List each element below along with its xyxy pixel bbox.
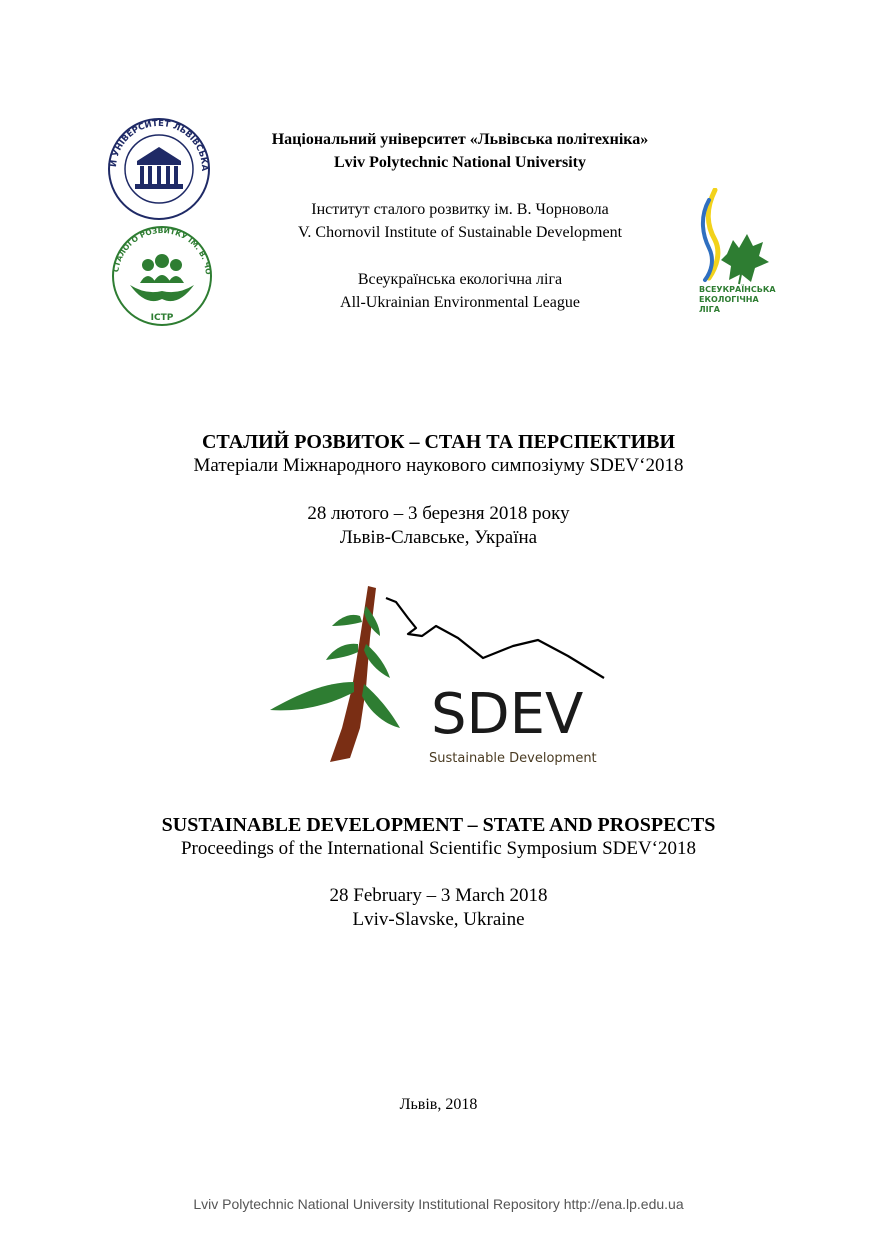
location-en: Lviv-Slavske, Ukraine [352, 909, 525, 930]
lviv-polytechnic-logo [102, 113, 216, 221]
imprint: Львів, 2018 [399, 1096, 478, 1113]
university-name-en: Lviv Polytechnic National University [334, 154, 586, 171]
location-ua: Львів-Славське, Україна [339, 527, 538, 548]
institute-name-en: V. Chornovil Institute of Sustainable Development [297, 224, 623, 241]
svg-text:SDEV: SDEV [431, 682, 584, 747]
institute-name-ua: Інститут сталого розвитку ім. В. Чорновола [311, 201, 609, 218]
league-name-ua: Всеукраїнська екологічна ліга [357, 271, 563, 288]
sdev-logo [268, 578, 608, 768]
svg-text:ЕКОЛОГІЧНА: ЕКОЛОГІЧНА [699, 295, 759, 304]
subtitle-ua: Матеріали Міжнародного наукового симпозіуму SDEV‘2018 [193, 455, 684, 476]
svg-text:Sustainable Development: Sustainable Development [429, 751, 597, 766]
title-ua: СТАЛИЙ РОЗВИТОК – СТАН ТА ПЕРСПЕКТИВИ [201, 431, 676, 453]
svg-text:ЛІГА: ЛІГА [699, 305, 720, 314]
dates-ua: 28 лютого – 3 березня 2018 року [307, 503, 570, 524]
svg-text:НАЦІОНАЛЬНИЙ УНІВЕРСИТЕТ ЛЬВІВ: Й УНІВЕРСИТЕТ ЛЬВІВСЬКА [108, 118, 210, 172]
title-en: SUSTAINABLE DEVELOPMENT – STATE AND PROSPECTS [161, 814, 716, 836]
svg-text:ВСЕУКРАЇНСЬКА: ВСЕУКРАЇНСЬКА [699, 285, 776, 294]
university-name-ua: Національний університет «Львівська політехніка» [271, 131, 649, 148]
repository-note: Lviv Polytechnic National University Institutional Repository http://ena.lp.edu.ua [193, 1196, 684, 1212]
dates-en: 28 February – 3 March 2018 [329, 885, 548, 906]
svg-text:ІСТР: ІСТР [150, 313, 174, 323]
svg-text:ІНСТИТУТ СТАЛОГО РОЗВИТКУ ІМ.: СТАЛОГО РОЗВИТКУ ІМ. В. ЧО [111, 225, 214, 276]
subtitle-en: Proceedings of the International Scientific Symposium SDEV‘2018 [180, 838, 697, 859]
league-name-en: All-Ukrainian Environmental League [340, 294, 580, 311]
